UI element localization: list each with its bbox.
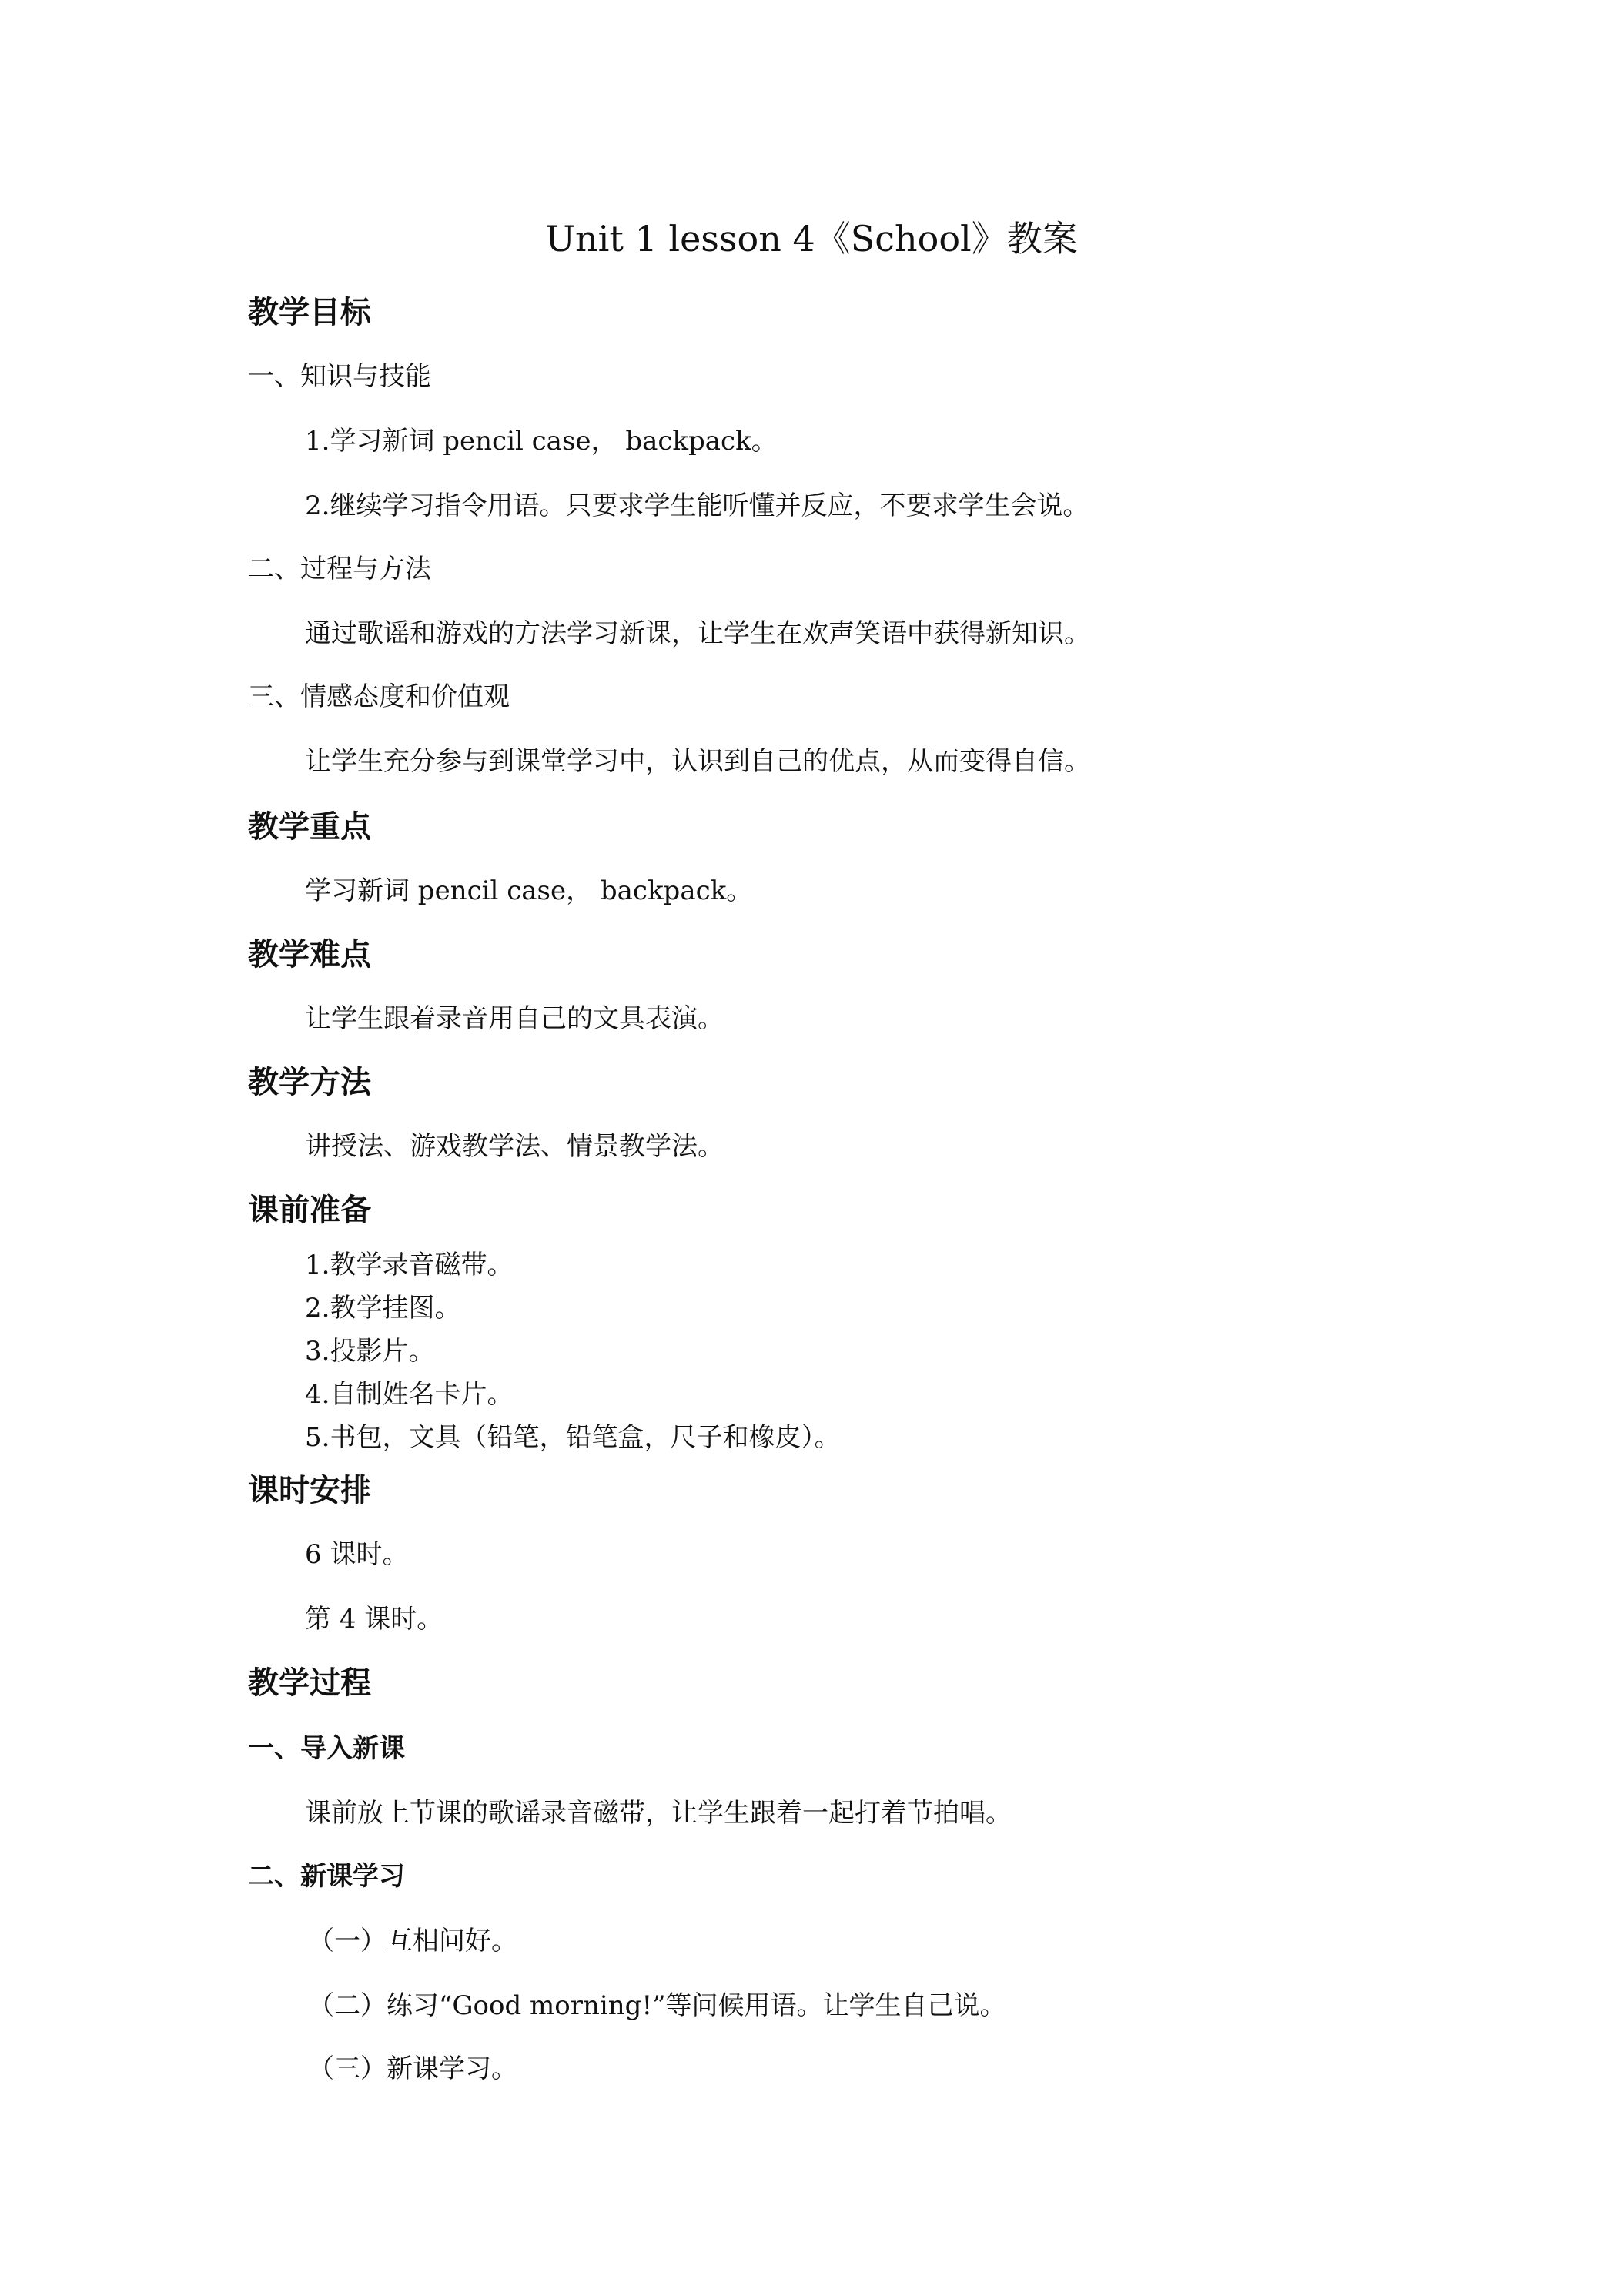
- intro-text: 课前放上节课的歌谣录音磁带，让学生跟着一起打着节拍唱。: [305, 1798, 1012, 1829]
- attitude-heading: 三、情感态度和价值观: [248, 681, 510, 712]
- preparation-item-4: 4.自制姓名卡片。: [305, 1379, 514, 1410]
- document-title: Unit 1 lesson 4《School》教案: [545, 218, 1078, 259]
- schedule-heading: 课时安排: [248, 1473, 371, 1508]
- preparation-item-2: 2.教学挂图。: [305, 1293, 461, 1324]
- knowledge-item-2: 2.继续学习指令用语。只要求学生能听懂并反应，不要求学生会说。: [305, 490, 1089, 521]
- preparation-item-1: 1.教学录音磁带。: [305, 1250, 514, 1280]
- key-points-text: 学习新词 pencil case， backpack。: [305, 875, 753, 906]
- intro-heading: 一、导入新课: [248, 1733, 405, 1764]
- knowledge-heading: 一、知识与技能: [248, 361, 431, 392]
- difficulties-text: 让学生跟着录音用自己的文具表演。: [305, 1003, 724, 1034]
- process-text: 通过歌谣和游戏的方法学习新课，让学生在欢声笑语中获得新知识。: [305, 618, 1090, 649]
- key-points-heading: 教学重点: [248, 809, 371, 845]
- new-lesson-item-2: （二）练习“Good morning!”等问候用语。让学生自己说。: [308, 1990, 1006, 2021]
- procedure-heading: 教学过程: [248, 1665, 371, 1701]
- schedule-current: 第 4 课时。: [305, 1604, 443, 1635]
- difficulties-heading: 教学难点: [248, 937, 371, 972]
- process-heading: 二、过程与方法: [248, 554, 431, 584]
- new-lesson-item-3: （三）新课学习。: [308, 2053, 517, 2084]
- attitude-text: 让学生充分参与到课堂学习中，认识到自己的优点，从而变得自信。: [305, 746, 1090, 777]
- objectives-heading: 教学目标: [248, 295, 371, 330]
- preparation-heading: 课前准备: [248, 1193, 371, 1228]
- new-lesson-item-1: （一）互相问好。: [308, 1926, 517, 1956]
- new-lesson-heading: 二、新课学习: [248, 1861, 405, 1892]
- methods-text: 讲授法、游戏教学法、情景教学法。: [305, 1131, 724, 1162]
- knowledge-item-1: 1.学习新词 pencil case， backpack。: [305, 426, 778, 457]
- schedule-total: 6 课时。: [305, 1539, 409, 1570]
- preparation-item-3: 3.投影片。: [305, 1336, 435, 1367]
- preparation-item-5: 5.书包，文具（铅笔，铅笔盒，尺子和橡皮）。: [305, 1422, 841, 1453]
- methods-heading: 教学方法: [248, 1065, 371, 1100]
